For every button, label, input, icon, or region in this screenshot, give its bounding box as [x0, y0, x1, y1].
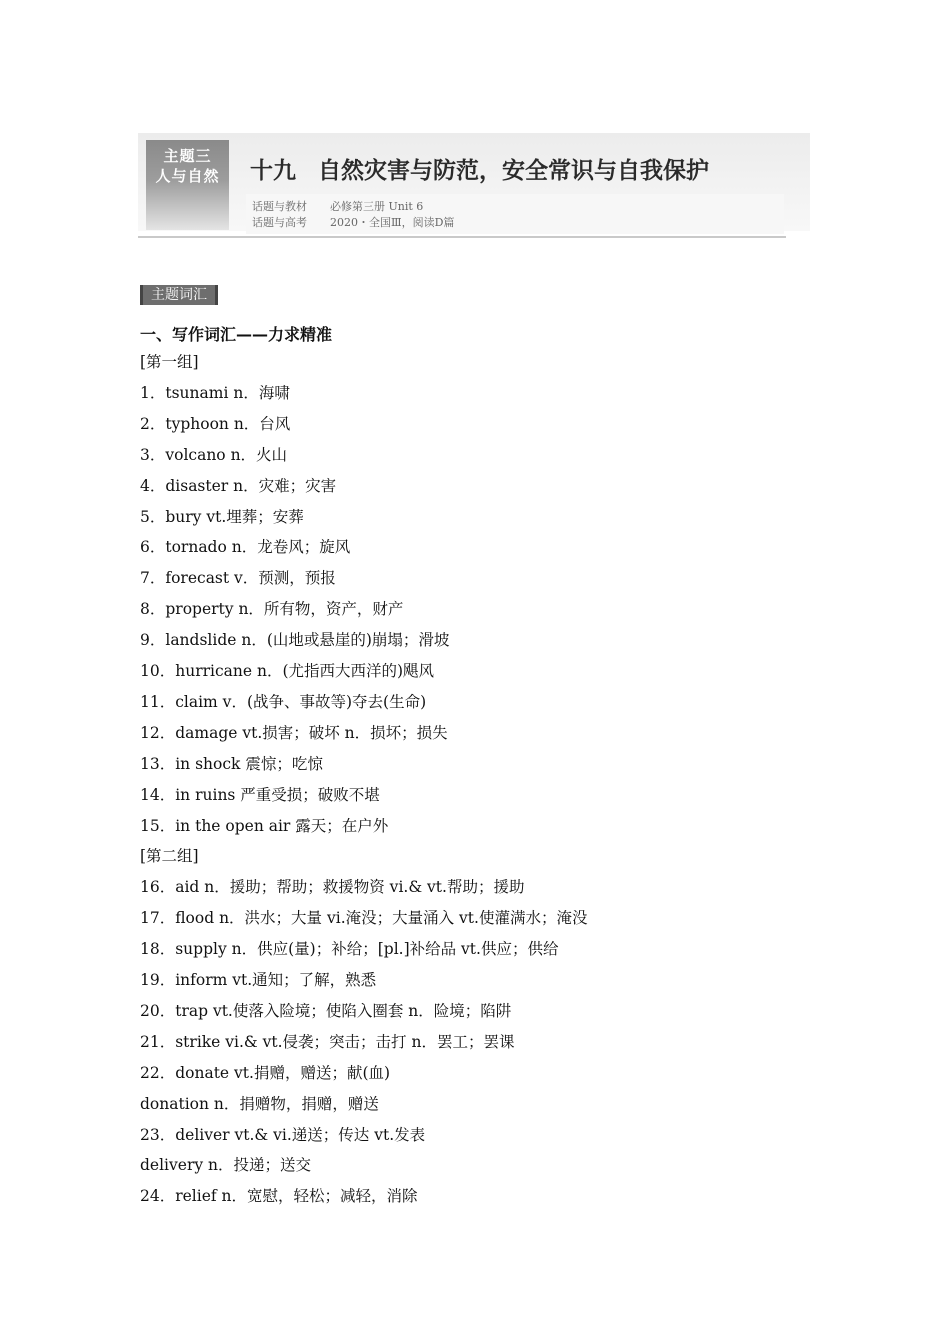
vocab-entry: 16．aid n．援助；帮助；救援物资 vi.& vt.帮助；援助 — [140, 878, 525, 897]
vocab-entry: 10．hurricane n．(尤指西大西洋的)飓风 — [140, 662, 435, 680]
topic-title — [250, 152, 709, 185]
vocab-entry: 21．strike vi.& vt.侵袭；突击；击打 n．罢工；罢课 — [140, 1032, 515, 1051]
section-tag: 主题词汇 — [140, 285, 218, 305]
vocab-entry: 23．deliver vt.& vi.递送；传达 vt.发表 — [140, 1125, 426, 1144]
theme-badge-number: 主题三 — [163, 147, 212, 165]
vocab-entry: 7．forecast v．预测，预报 — [140, 569, 336, 588]
vocab-entry: 11．claim v．(战争、事故等)夺去(生命) — [140, 692, 427, 711]
vocab-entry: 13．in shock 震惊；吃惊 — [140, 754, 323, 773]
vocab-entry: 14．in ruins 严重受损；破败不堪 — [140, 785, 380, 804]
vocab-entry: 18．supply n．供应(量)；补给；[pl.]补给品 vt.供应；供给 — [140, 940, 559, 959]
vocab-entry: 22．donate vt.捐赠，赠送；献(血) — [140, 1063, 391, 1082]
vocab-entry: 1．tsunami n．海啸 — [140, 383, 290, 402]
vocab-entry: 20．trap vt.使落入险境；使陷入圈套 n．险境；陷阱 — [140, 1001, 512, 1020]
topic-title-text: 自然灾害与防范，安全常识与自我保护 — [318, 158, 709, 184]
vocab-entry: delivery n．投递；送交 — [140, 1156, 312, 1175]
meta-row-textbook — [252, 198, 423, 214]
vocab-entry: 2．typhoon n．台风 — [140, 414, 291, 433]
vocab-entry: 4．disaster n．灾难；灾害 — [140, 476, 337, 495]
meta-row-exam — [252, 214, 454, 230]
vocab-entry: donation n．捐赠物，捐赠，赠送 — [140, 1094, 379, 1113]
vocab-entry: 24．relief n．宽慰，轻松；减轻，消除 — [140, 1187, 418, 1206]
theme-badge — [146, 140, 229, 230]
vocab-entry: 12．damage vt.损害；破坏 n．损坏；损失 — [140, 723, 448, 742]
meta-key: 话题与高考 — [252, 216, 307, 229]
vocab-entry: 3．volcano n．火山 — [140, 445, 288, 464]
vocab-entry: 15．in the open air 露天；在户外 — [140, 816, 389, 835]
vocab-entry: 8．property n．所有物，资产，财产 — [140, 600, 404, 619]
banner-divider — [138, 236, 786, 238]
section-subheading: 一、写作词汇——力求精准 — [140, 325, 333, 344]
meta-key: 话题与教材 — [252, 200, 307, 213]
vocab-entry: 19．inform vt.通知；了解，熟悉 — [140, 971, 377, 989]
group-heading: [第一组] — [140, 353, 199, 371]
vocab-entry: 17．flood n．洪水；大量 vi.淹没；大量涌入 vt.使灌满水；淹没 — [140, 909, 588, 928]
meta-value: 必修第三册 Unit 6 — [330, 200, 424, 213]
vocab-entry: 9．landslide n．(山地或悬崖的)崩塌；滑坡 — [140, 631, 450, 650]
vocab-entry: 5．bury vt.埋葬；安葬 — [140, 507, 304, 526]
meta-value: 2020・全国Ⅲ，阅读D篇 — [330, 216, 455, 229]
theme-badge-label: 人与自然 — [155, 167, 220, 185]
group-heading: [第二组] — [140, 847, 199, 866]
topic-number: 十九 — [250, 158, 296, 184]
vocab-entry: 6．tornado n．龙卷风；旋风 — [140, 538, 351, 557]
